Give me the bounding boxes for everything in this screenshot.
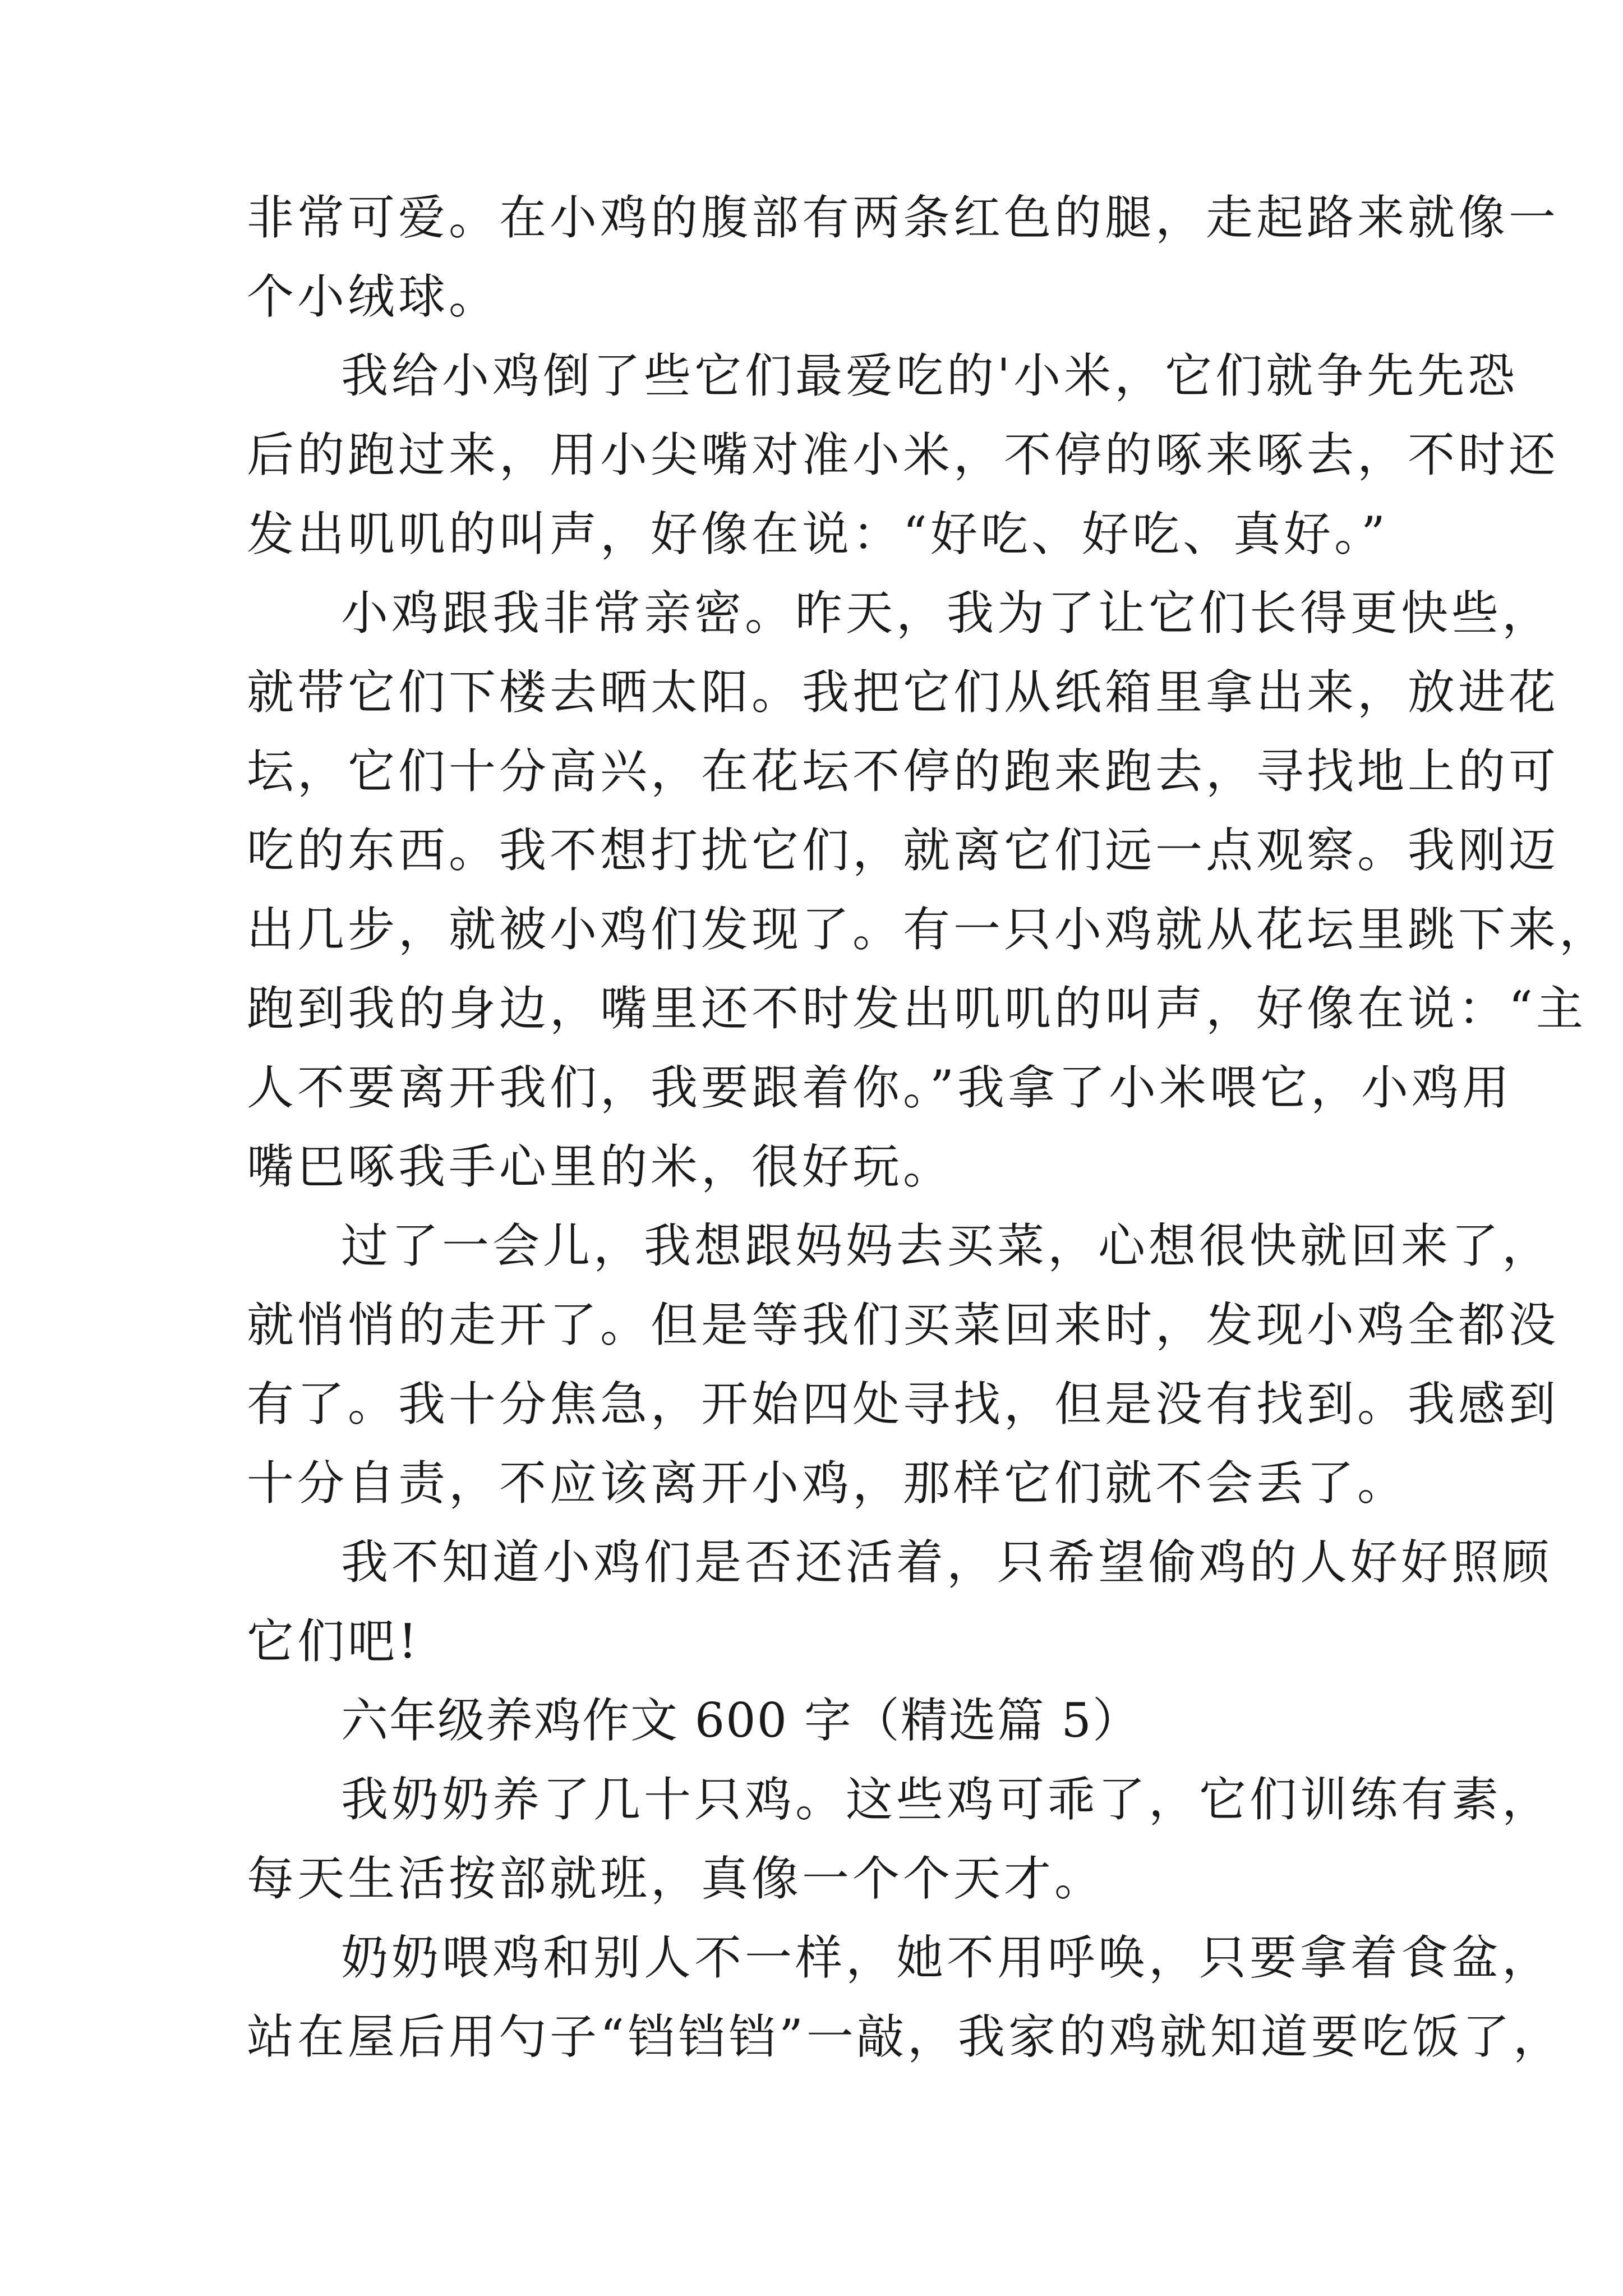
paragraph-first-line: 小鸡跟我非常亲密。昨天，我为了让它们长得更快些， [341, 586, 1553, 641]
text-line: 站在屋后用勺子“铛铛铛”一敲，我家的鸡就知道要吃饭了， [247, 2009, 1564, 2064]
text-line: 吃的东西。我不想打扰它们，就离它们远一点观察。我刚迈 [247, 823, 1560, 878]
text-line: 后的跑过来，用小尖嘴对准小米，不停的啄来啄去，不时还 [247, 427, 1560, 482]
paragraph-first-line: 奶奶喂鸡和别人不一样，她不用呼唤，只要拿着食盆， [341, 1930, 1553, 1985]
text-line: 出几步，就被小鸡们发现了。有一只小鸡就从花坛里跳下来， [247, 902, 1610, 957]
document-body [247, 178, 1610, 2077]
section-heading: 六年级养鸡作文 600 字（精选篇 5） [341, 1693, 1141, 1748]
text-line: 个小绒球。 [247, 269, 500, 324]
text-line: 嘴巴啄我手心里的米，很好玩。 [247, 1139, 954, 1194]
paragraph-first-line: 我不知道小鸡们是否还活着，只希望偷鸡的人好好照顾 [341, 1535, 1553, 1590]
text-line: 就带它们下楼去晒太阳。我把它们从纸箱里拿出来，放进花 [247, 665, 1560, 720]
text-line: 人不要离开我们，我要跟着你。”我拿了小米喂它，小鸡用 [247, 1060, 1513, 1115]
text-line: 十分自责，不应该离开小鸡，那样它们就不会丢了。 [247, 1456, 1408, 1511]
paragraph-first-line: 我奶奶养了几十只鸡。这些鸡可乖了，它们训练有素， [341, 1772, 1553, 1827]
text-line: 有了。我十分焦急，开始四处寻找，但是没有找到。我感到 [247, 1377, 1560, 1432]
paragraph-first-line: 过了一会儿，我想跟妈妈去买菜，心想很快就回来了， [341, 1218, 1553, 1273]
text-line: 它们吧! [247, 1614, 421, 1669]
text-line: 发出叽叽的叫声，好像在说：“好吃、好吃、真好。” [247, 507, 1389, 562]
text-line: 非常可爱。在小鸡的腹部有两条红色的腿，走起路来就像一 [247, 190, 1560, 245]
text-line: 坛，它们十分高兴，在花坛不停的跑来跑去，寻找地上的可 [247, 744, 1560, 799]
text-line: 跑到我的身边，嘴里还不时发出叽叽的叫声，好像在说：“主 [247, 981, 1587, 1036]
paragraph-first-line: 我给小鸡倒了些它们最爱吃的'小米，它们就争先先恐 [341, 348, 1519, 403]
text-line: 每天生活按部就班，真像一个个天才。 [247, 1851, 1105, 1906]
text-line: 就悄悄的走开了。但是等我们买菜回来时，发现小鸡全都没 [247, 1297, 1560, 1352]
